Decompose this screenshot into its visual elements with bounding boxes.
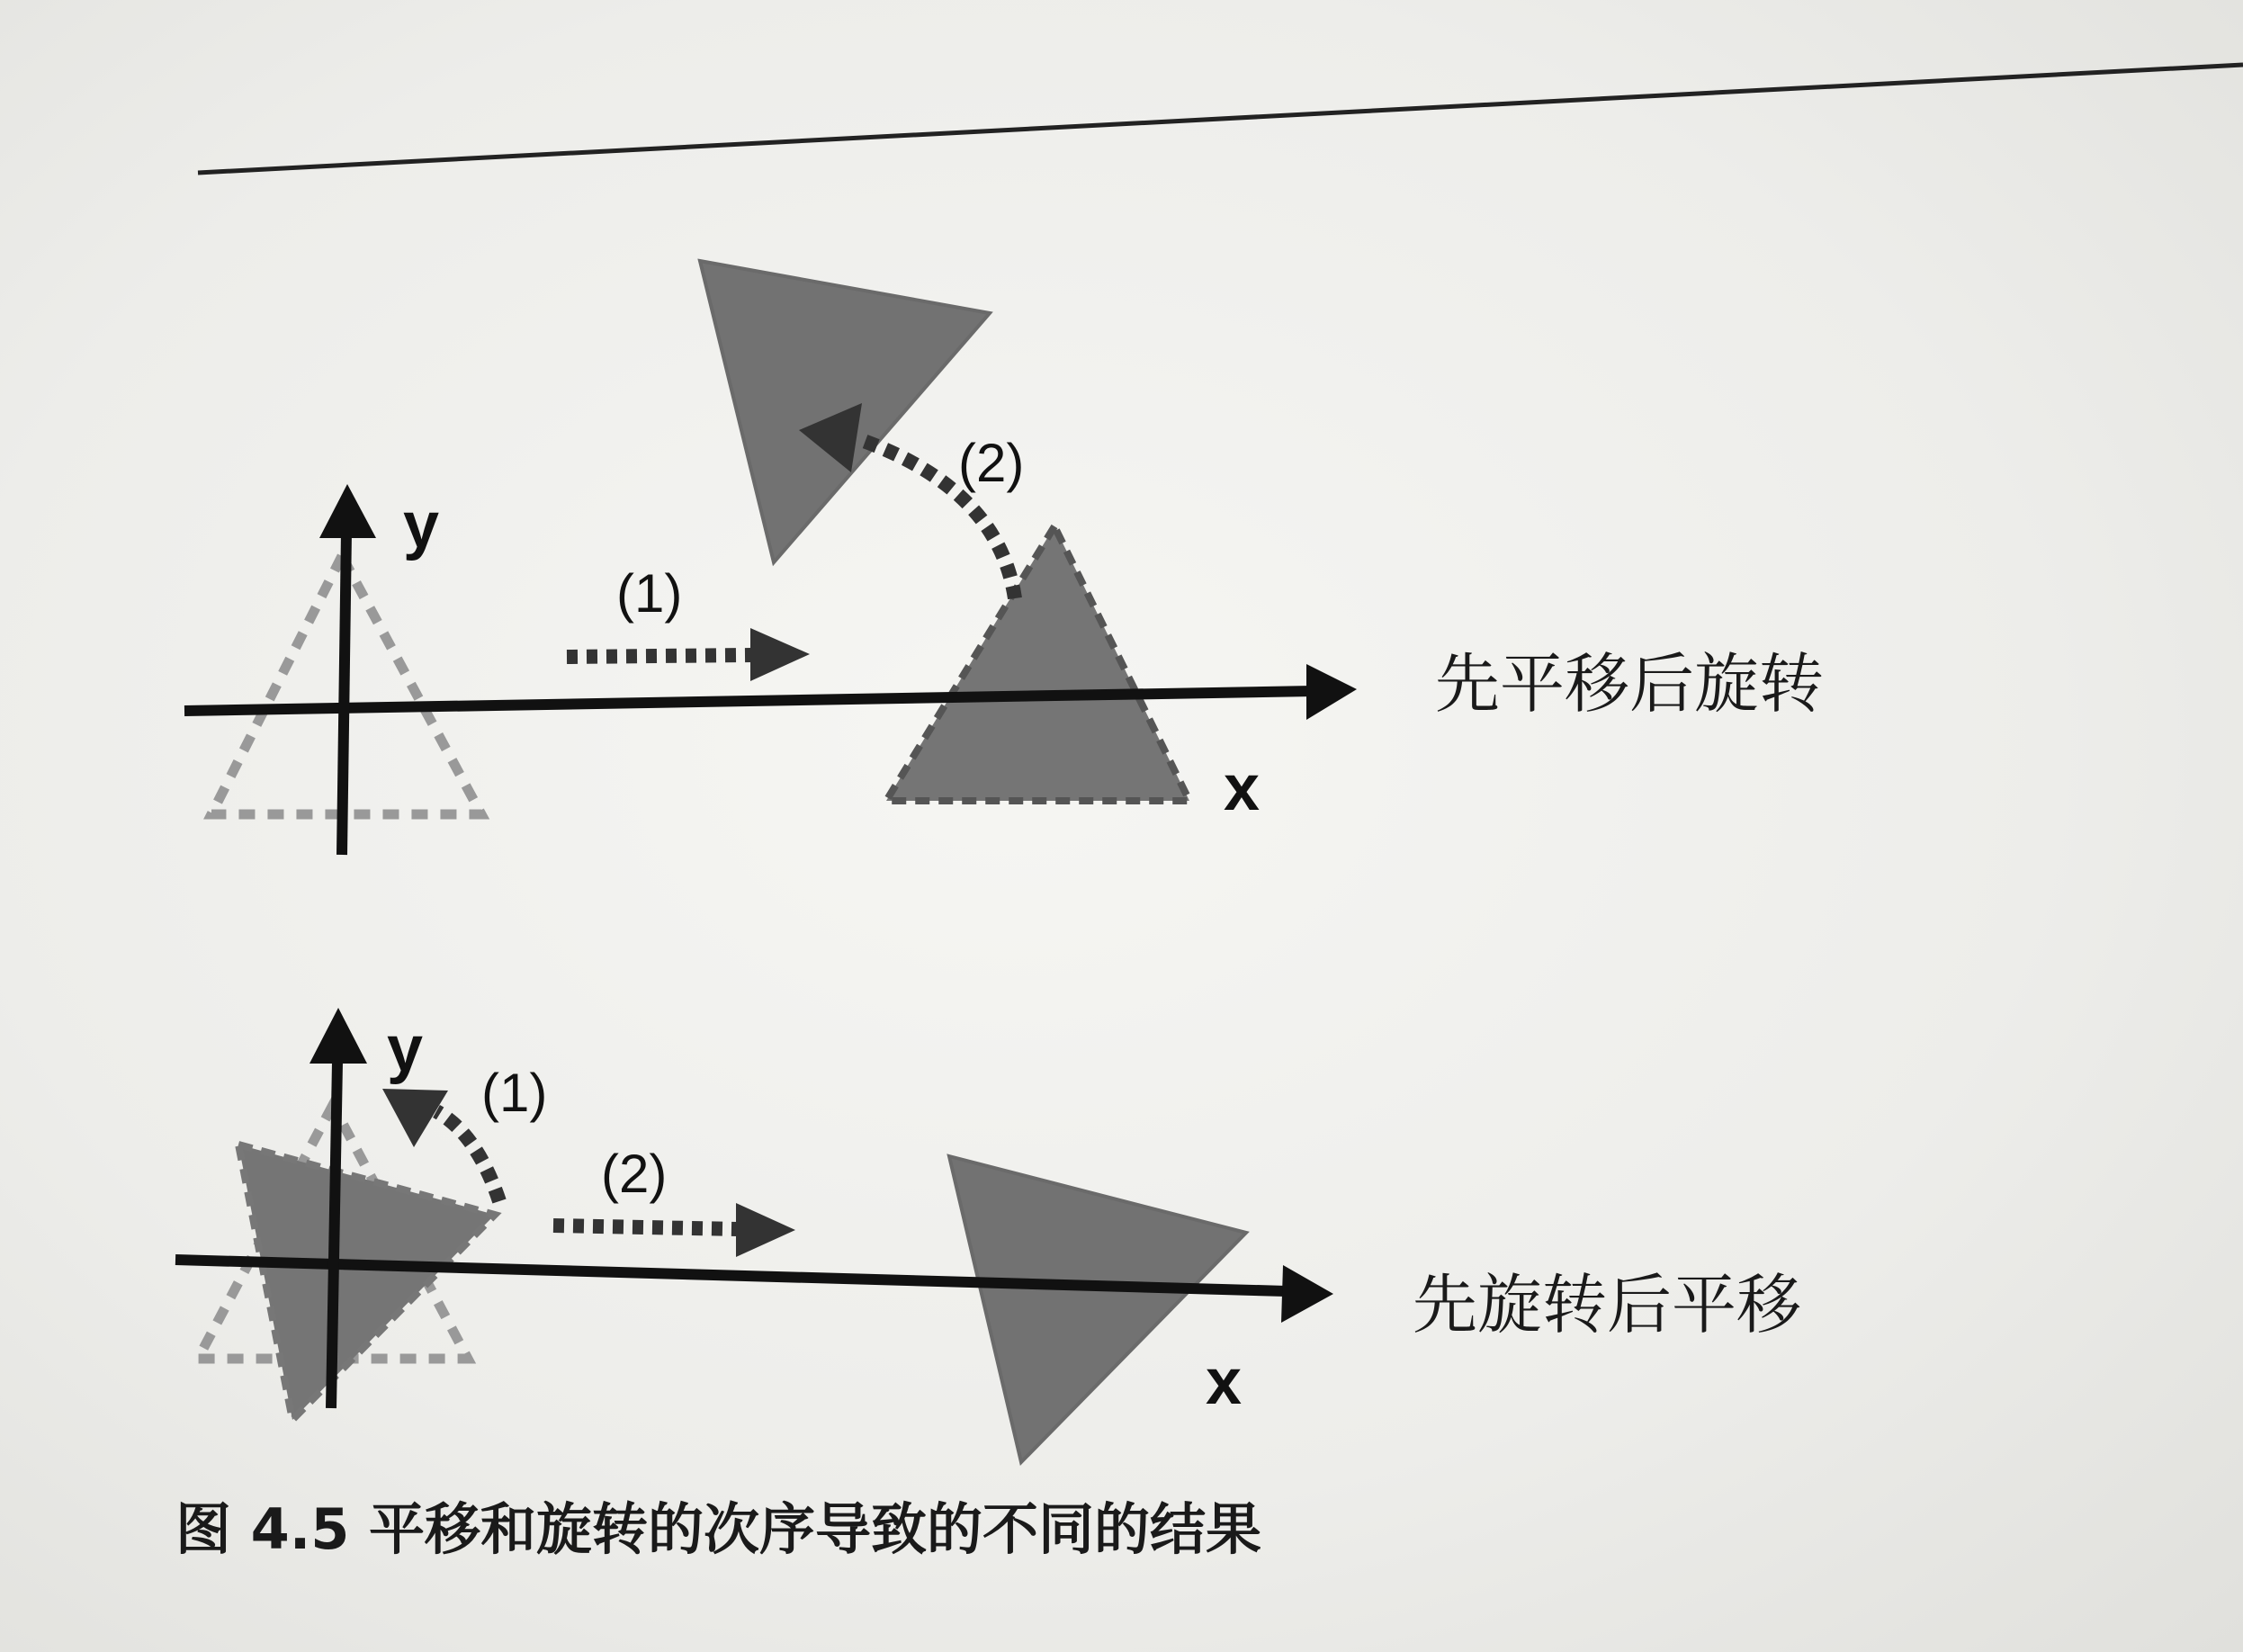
bottom-step1-arrow-head [382,1089,448,1147]
bottom-step1-label: (1) [481,1063,548,1123]
bottom-x-label: x [1206,1346,1243,1418]
bottom-step1-arc [436,1111,499,1201]
top-step1-arrow-shaft [567,655,751,657]
top-y-label: y [403,489,440,561]
bottom-rotated-triangle [238,1145,495,1420]
bottom-y-axis-arrowhead [310,1008,367,1064]
top-translated-triangle [886,526,1189,801]
bottom-step2-arrow-head [736,1203,795,1257]
bottom-step2-label: (2) [601,1144,668,1204]
page-header-rule [198,65,2243,173]
bottom-x-axis-arrowhead [1281,1265,1333,1323]
figure-caption: 图 4.5 平移和旋转的次序导致的不同的结果 [175,1496,1262,1562]
bottom-diagram-caption: 先旋转后平移 [1413,1267,1802,1342]
bottom-step2-arrow-shaft [553,1226,738,1229]
top-y-axis [342,531,346,855]
top-diagram-caption: 先平移后旋转 [1435,646,1825,722]
top-step1-arrow-head [750,628,810,681]
top-step2-label: (2) [958,433,1025,493]
bottom-diagram [175,1008,1801,1462]
top-y-axis-arrowhead [319,484,376,538]
top-x-axis-arrowhead [1306,664,1357,720]
bottom-y-label: y [387,1013,424,1085]
bottom-translated-triangle [949,1156,1246,1462]
top-diagram [184,261,1824,855]
top-step1-label: (1) [616,563,683,624]
top-x-label: x [1224,752,1261,824]
bottom-y-axis [331,1062,337,1408]
